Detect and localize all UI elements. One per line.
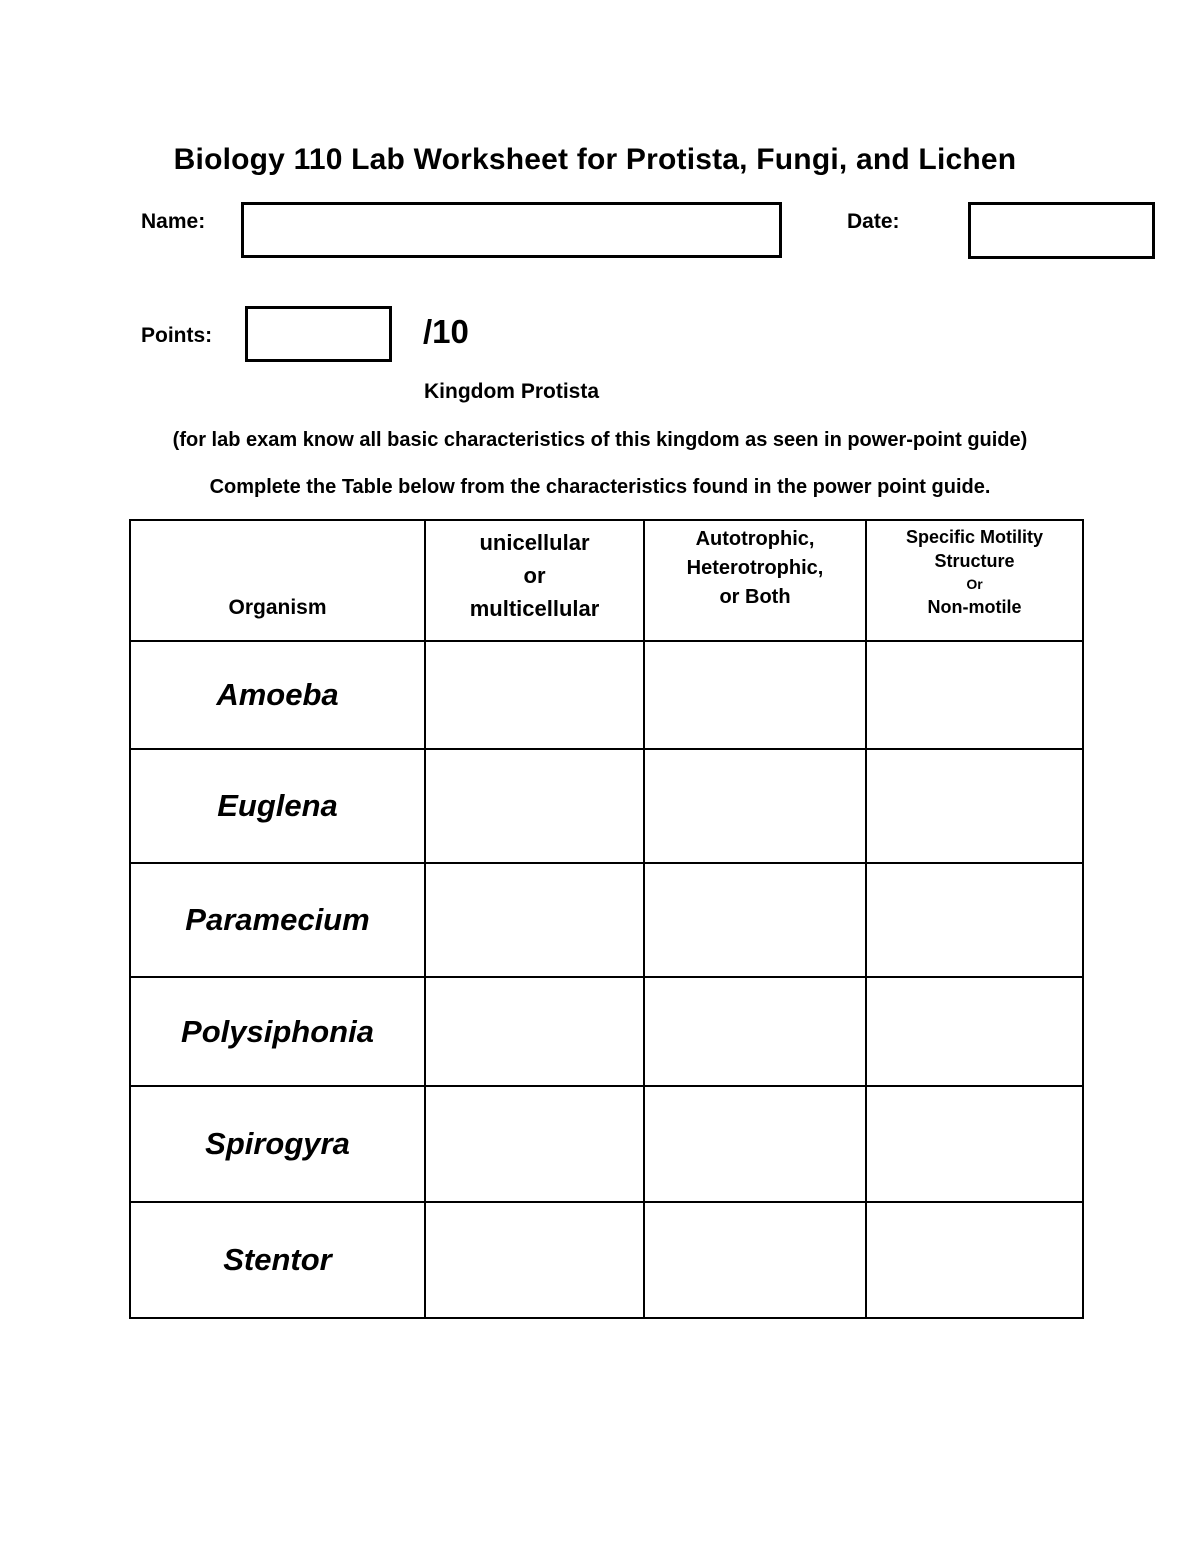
cellularity-answer-cell[interactable] (425, 863, 644, 977)
motility-answer-cell[interactable] (866, 1202, 1083, 1318)
cellularity-answer-cell[interactable] (425, 749, 644, 863)
motility-answer-cell[interactable] (866, 1086, 1083, 1202)
points-out-of: /10 (423, 313, 469, 350)
organism-cell: Stentor (130, 1202, 425, 1318)
name-field[interactable] (241, 202, 782, 258)
cellularity-answer-cell[interactable] (425, 1202, 644, 1318)
table-header-row (130, 520, 1083, 641)
nutrition-answer-cell[interactable] (644, 863, 866, 977)
protista-table (129, 519, 1084, 1319)
header-motility-line: Non-motile (927, 597, 1022, 617)
motility-answer-cell[interactable] (866, 641, 1083, 749)
header-nutrition-line: Autotrophic, (695, 528, 815, 550)
motility-answer-cell[interactable] (866, 977, 1083, 1086)
header-nutrition (644, 520, 866, 641)
header-nutrition-line: or Both (719, 586, 791, 608)
motility-answer-cell[interactable] (866, 749, 1083, 863)
nutrition-answer-cell[interactable] (644, 1202, 866, 1318)
cellularity-answer-cell[interactable] (425, 1086, 644, 1202)
section-note: (for lab exam know all basic characteristics of this kingdom as seen in power-point guide) (172, 429, 1028, 451)
header-motility (866, 520, 1083, 641)
organism-cell: Euglena (130, 749, 425, 863)
cellularity-answer-cell[interactable] (425, 641, 644, 749)
header-motility-line: Structure (934, 551, 1015, 571)
table-row (130, 1202, 1083, 1318)
page-title: Biology 110 Lab Worksheet for Protista, Fungi, and Lichen (173, 143, 1017, 176)
table-row (130, 749, 1083, 863)
date-field[interactable] (968, 202, 1155, 259)
table-row (130, 863, 1083, 977)
nutrition-answer-cell[interactable] (644, 977, 866, 1086)
cellularity-answer-cell[interactable] (425, 977, 644, 1086)
table-row (130, 977, 1083, 1086)
name-label: Name: (141, 210, 206, 233)
nutrition-answer-cell[interactable] (644, 1086, 866, 1202)
header-cellularity-line: or (523, 563, 546, 588)
motility-answer-cell[interactable] (866, 863, 1083, 977)
section-instruction: Complete the Table below from the characteristics found in the power point guide. (209, 476, 991, 498)
date-label: Date: (847, 210, 900, 233)
header-cellularity-line: unicellular (479, 530, 590, 555)
table-row (130, 1086, 1083, 1202)
points-field[interactable] (245, 306, 392, 362)
organism-cell: Paramecium (130, 863, 425, 977)
header-nutrition-line: Heterotrophic, (686, 557, 824, 579)
organism-cell: Amoeba (130, 641, 425, 749)
nutrition-answer-cell[interactable] (644, 641, 866, 749)
table-row (130, 641, 1083, 749)
header-cellularity (425, 520, 644, 641)
header-cellularity-line: multicellular (469, 596, 600, 621)
header-organism: Organism (130, 520, 425, 641)
nutrition-answer-cell[interactable] (644, 749, 866, 863)
section-heading: Kingdom Protista (424, 380, 600, 403)
header-motility-line: Or (966, 576, 983, 592)
organism-cell: Spirogyra (130, 1086, 425, 1202)
points-label: Points: (141, 324, 213, 347)
header-motility-line: Specific Motility (905, 527, 1044, 547)
organism-cell: Polysiphonia (130, 977, 425, 1086)
